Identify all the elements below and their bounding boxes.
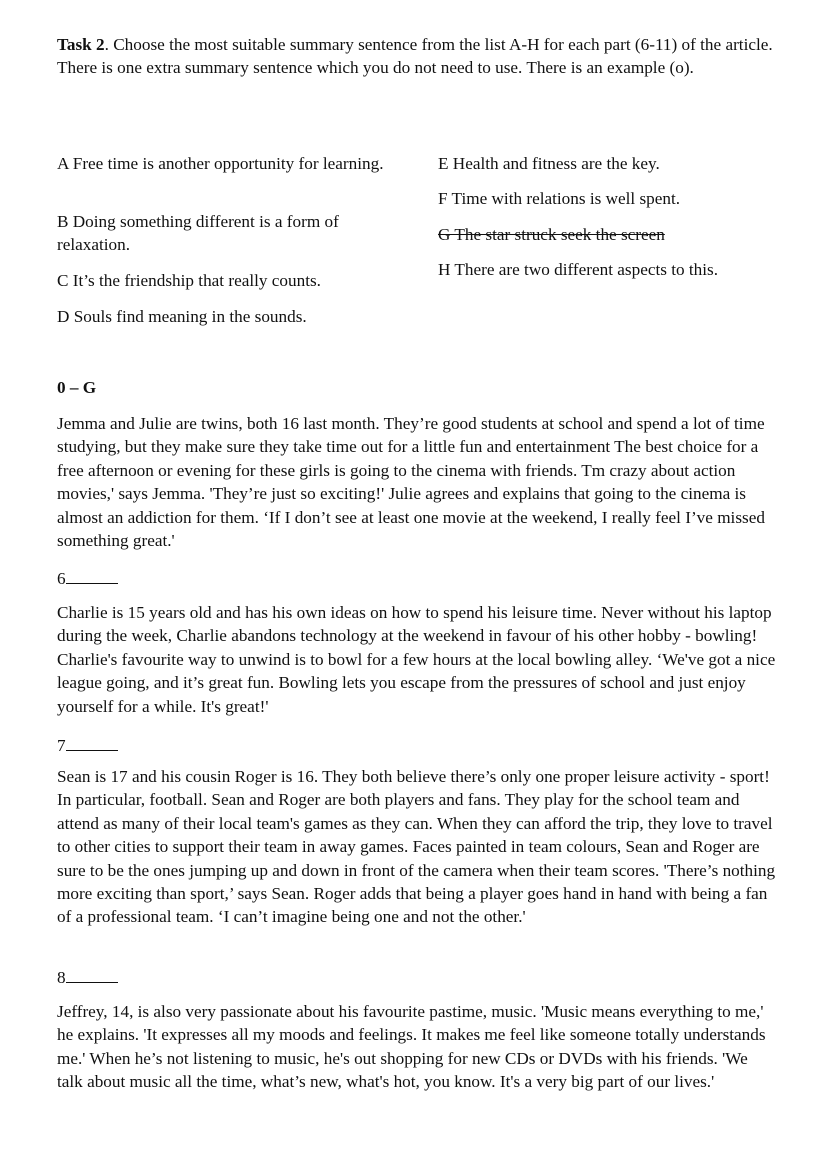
- part-6-paragraph: Charlie is 15 years old and has his own ideas on how to spend his leisure time. Never without his laptop during the week, Charlie abandons technology at the weekend in favour of his other hobby - bowling! Charlie's favourite way to unwind is to bowl for a few hours at the local bowling alley. ‘We've got a nice league going, and it’s great fun. Bowling lets you escape from the pressures of school and just enjoy yourself for a while. It's great!': [57, 603, 776, 716]
- option-f: F Time with relations is well spent.: [438, 189, 681, 208]
- option-e: E Health and fitness are the key.: [438, 154, 660, 173]
- task-number: Task 2: [57, 35, 105, 54]
- answer-blank[interactable]: [66, 566, 118, 584]
- answer-blank[interactable]: [66, 965, 118, 983]
- option-c: C It’s the friendship that really counts.: [57, 271, 321, 290]
- option-h: H There are two different aspects to this.: [438, 260, 719, 279]
- example-answer-label: 0 – G: [57, 378, 97, 397]
- part-7-paragraph: Sean is 17 and his cousin Roger is 16. They both believe there’s only one proper leisure activity - sport! In particular, football. Sean and Roger are both players and fans. They play for the school team and attend as many of their local team's games as they can. When they can afford the trip, they love to travel to other cities to support their team in away games. Faces painted in team colours, Sean and Roger are sure to be the ones jumping up and down in front of the camera when their team scores. 'There’s nothing more exciting than sport,’ says Sean. Roger adds that being a player goes hand in hand with being a fan of a professional team. ‘I can’t imagine being one and not the other.': [57, 767, 776, 927]
- answer-blank[interactable]: [66, 733, 118, 751]
- example-paragraph: Jemma and Julie are twins, both 16 last month. They’re good students at school and spend a lot of time studying, but they make sure they take time out for a little fun and entertainment The best choice for a free afternoon or evening for these girls is going to the cinema with friends. Tm crazy about action movies,' says Jemma. 'They’re just so exciting!' Julie agrees and explains that going to the cinema is almost an addiction for them. ‘If I don’t see at least one movie at the weekend, I really feel I’ve missed something great.': [57, 414, 765, 551]
- answer-line-7[interactable]: [57, 733, 118, 757]
- part-8-paragraph: Jeffrey, 14, is also very passionate about his favourite pastime, music. 'Music means everything to me,' he explains. 'It expresses all my moods and feelings. It makes me feel like someone totally understands me.' When he’s not listening to music, he's out shopping for new CDs or DVDs with his friends. 'We talk about music all the time, what’s new, what's hot, you know. It's a very big part of our lives.': [57, 1002, 766, 1092]
- answer-line-8[interactable]: [57, 965, 118, 989]
- part-number: 6: [57, 569, 66, 588]
- option-a: A Free time is another opportunity for learning.: [57, 154, 384, 173]
- option-g-crossed-out: G The star struck seek the screen: [438, 225, 665, 244]
- task-instruction-text: . Choose the most suitable summary sentence from the list A-H for each part (6-11) of the article. There is one extra summary sentence which you do not need to use. There is an example (o).: [57, 35, 773, 78]
- option-b: B Doing something different is a form of relaxation.: [57, 212, 339, 255]
- task-instruction: [57, 33, 777, 80]
- option-d: D Souls find meaning in the sounds.: [57, 307, 307, 326]
- part-number: 7: [57, 736, 66, 755]
- part-number: 8: [57, 968, 66, 987]
- answer-line-6[interactable]: [57, 566, 118, 590]
